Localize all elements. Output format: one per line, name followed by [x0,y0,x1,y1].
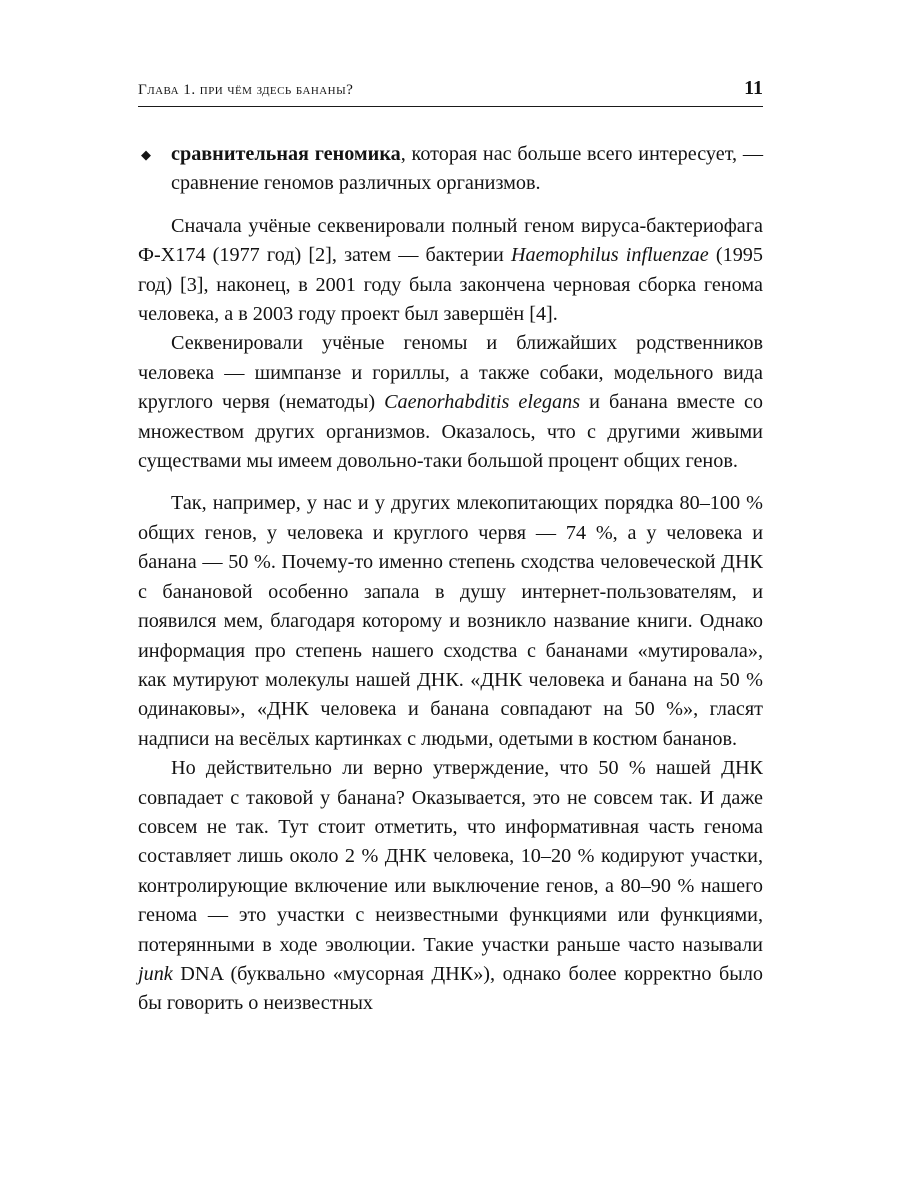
term-junk: junk [138,962,173,985]
paragraph-relatives [138,329,763,476]
species-name-caenorhabditis: Caenorhabditis elegans [384,391,581,414]
page-number: 11 [744,77,763,99]
text-run: Но действительно ли верно утверждение, что 50 % нашей ДНК совпадает с таковой у банана? Оказывается, это не совсем так. И даже совсем не так. Тут стоит отметить, что информативная часть генома составляет лишь около 2 % ДНК человека, 10–20 % кодируют участки, контролирующие включение или выключение генов, а 80–90 % нашего генома — это участки с неизвестными функциями или функциями, потерянными в ходе эволюции. Такие участки раньше часто называли [138,757,763,956]
paragraph-sequencing-history [138,212,763,330]
paragraph-junk-dna [138,754,763,1019]
diamond-bullet-icon: ◆ [141,147,151,162]
text-run: Секвенировали учёные геномы и ближайших родственников человека — шимпанзе и гориллы, а также собаки, модельного вида круглого червя (нематоды) [138,332,763,414]
bullet-item-lead-term: сравнительная геномика [171,143,401,165]
text-run: DNA (буквально «мусорная ДНК»), однако более корректно было бы говорить о неизвестных [138,962,763,1015]
text-run: Так, например, у нас и у других млекопитающих порядка 80–100 % общих генов, у человека и круглого червя — 74 %, а у человека и банана — 50 %. Почему-то именно степень сходства человеческой ДНК с банановой особенно запала в душу интернет-пользователям, и появился мем, благодаря которому и возникло название книги. Однако информация про степень нашего сходства с бананами «мутировала», как мутируют молекулы нашей ДНК. «ДНК человека и банана на 50 % одинаковы», «ДНК человека и банана совпадают на 50 %», гласят надписи на весёлых картинках с людьми, одетыми в костюм бананов. [138,492,763,750]
paragraph-percentages [138,489,763,754]
running-head-title: Глава 1. при чём здесь бананы? [138,81,354,98]
species-name-haemophilus: Haemophilus influenzae [510,244,709,267]
running-head [138,78,763,107]
text-run: и банана вместе со множеством других организмов. Оказалось, что с другими живыми существами мы имеем довольно-таки большой процент общих генов. [138,391,764,473]
text-block [138,140,763,1019]
bullet-item-text: , которая нас больше всего интересует, — сравнение геномов различных организмов. [171,143,764,195]
bullet-list-item [138,140,763,199]
text-run: Сначала учёные секвенировали полный геном вируса-бактериофага Ф-Х174 (1977 год) [2], затем — бактерии [138,214,763,267]
text-run: (1995 год) [3], наконец, в 2001 году была закончена черновая сборка генома человека, а в 2003 году проект был завершён [4]. [138,244,763,326]
